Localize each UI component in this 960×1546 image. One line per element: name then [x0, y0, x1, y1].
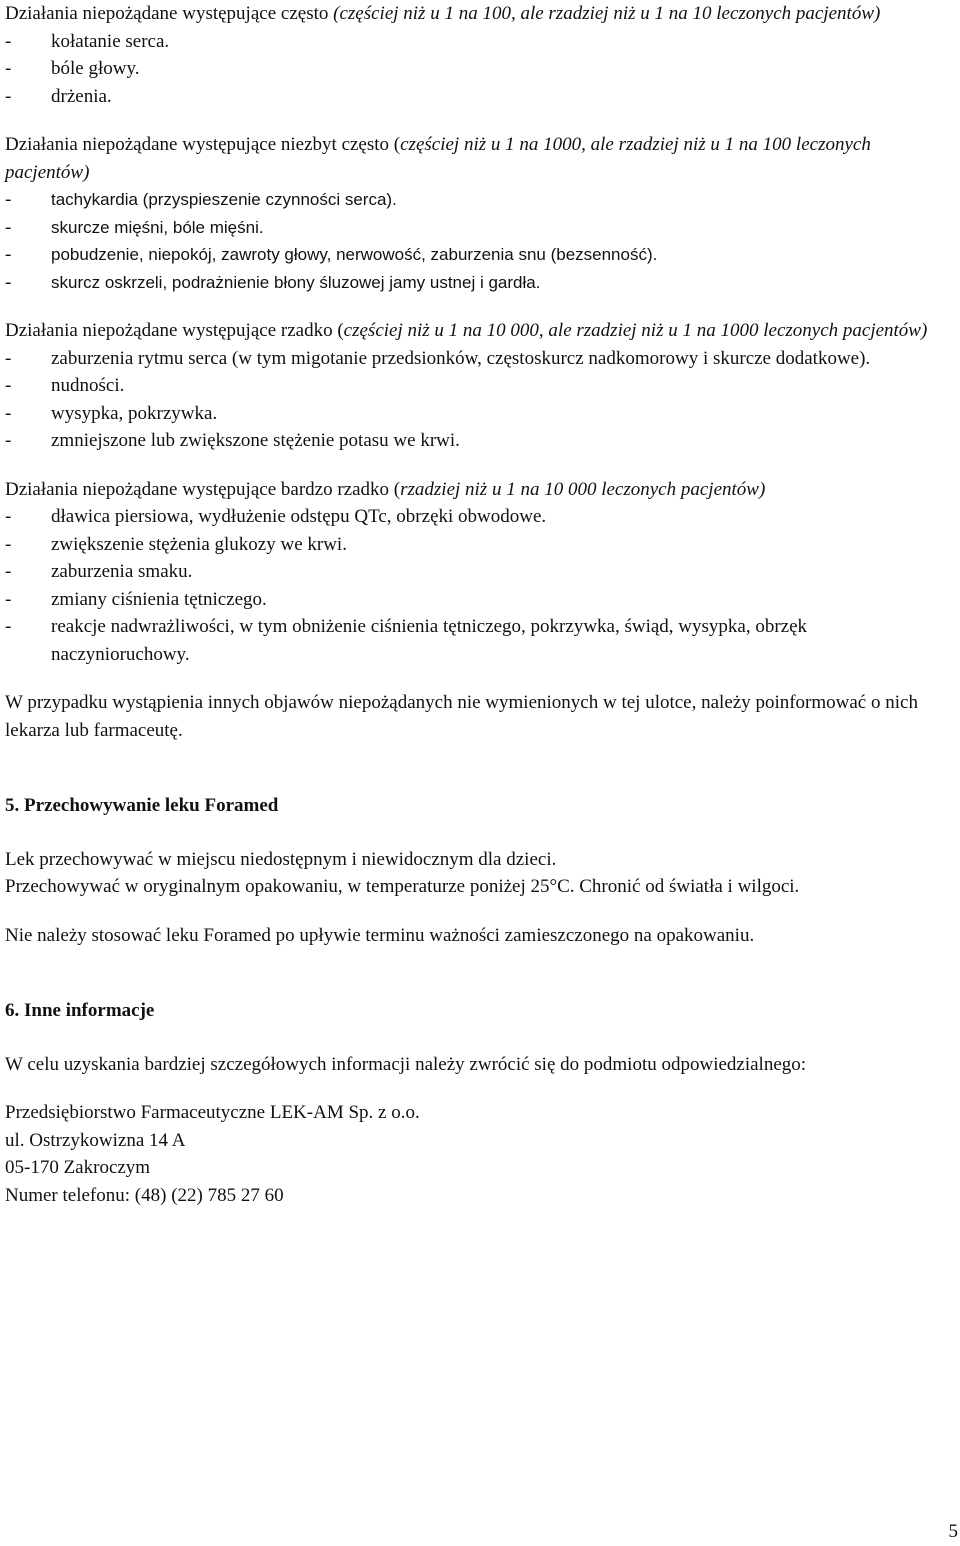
frequency-block-very-rare [5, 476, 940, 669]
frequency-label: Działania niepożądane występujące często [5, 3, 334, 24]
list-item-text: dławica piersiowa, wydłużenie odstępu QTc, obrzęki obwodowe. [51, 506, 547, 527]
list-item [5, 345, 940, 373]
list-item [5, 186, 940, 214]
dash-bullet: - [5, 533, 12, 555]
list-item-text: skurcz oskrzeli, podrażnienie błony śluzowej jamy ustnej i gardła. [51, 272, 541, 292]
report-note: W przypadku wystąpienia innych objawów niepożądanych nie wymienionych w tej ulotce, należy poinformować o nich lekarza lub farmaceutę. [5, 692, 918, 741]
storage-paragraph: Nie należy stosować leku Foramed po upływie terminu ważności zamieszczonego na opakowaniu. [5, 924, 755, 946]
company-address [5, 1099, 940, 1209]
section-spacer [5, 949, 940, 997]
frequency-block-common [5, 0, 940, 110]
frequency-range: częściej niż u 1 na 1000, ale rzadziej niż u 1 na 100 leczonych pacjentów) [5, 134, 871, 183]
side-effect-list [5, 28, 940, 111]
list-item [5, 613, 940, 668]
list-item-text: zmiany ciśnienia tętniczego. [51, 588, 267, 610]
list-item [5, 241, 940, 269]
section-6-heading: 6. Inne informacje [5, 1000, 155, 1021]
side-effect-list [5, 345, 940, 455]
list-item [5, 269, 940, 297]
frequency-block-rare [5, 317, 940, 455]
address-line: 05-170 Zakroczym [5, 1157, 151, 1178]
dash-bullet: - [5, 216, 12, 238]
list-item-text: zaburzenia smaku. [51, 561, 193, 582]
frequency-label: Działania niepożądane występujące rzadko ( [5, 320, 344, 341]
dash-bullet: - [5, 189, 12, 210]
heading-spacer [5, 1025, 940, 1051]
leaflet-page [5, 0, 940, 1209]
frequency-heading [5, 476, 940, 504]
address-line: ul. Ostrzykowizna 14 A [5, 1129, 186, 1151]
section-5-heading: 5. Przechowywanie leku Foramed [5, 795, 279, 816]
dash-bullet: - [5, 402, 12, 424]
side-effect-list [5, 503, 940, 668]
list-item-text: drżenia. [51, 85, 112, 107]
page-number: 5 [948, 1521, 958, 1542]
phone-line: Numer telefonu: (48) (22) 785 27 60 [5, 1184, 284, 1206]
list-item-text: kołatanie serca. [51, 30, 170, 52]
list-item [5, 83, 940, 111]
list-item [5, 55, 940, 83]
list-item-text: zwiększenie stężenia glukozy we krwi. [51, 533, 347, 555]
frequency-range: (częściej niż u 1 na 100, ale rzadziej niż u 1 na 10 leczonych pacjentów) [333, 3, 881, 24]
list-item-text: bóle głowy. [51, 58, 140, 79]
dash-bullet: - [5, 244, 12, 265]
dash-bullet: - [5, 588, 12, 610]
list-item [5, 586, 940, 614]
list-item-text: skurcze mięśni, bóle mięśni. [51, 217, 264, 237]
list-item [5, 427, 940, 455]
frequency-range: rzadziej niż u 1 na 10 000 leczonych pacjentów) [400, 478, 766, 500]
heading-spacer [5, 820, 940, 846]
frequency-heading [5, 131, 940, 186]
dash-bullet: - [5, 616, 12, 637]
list-item [5, 214, 940, 242]
dash-bullet: - [5, 375, 12, 396]
dash-bullet: - [5, 58, 12, 79]
list-item-text: nudności. [51, 375, 125, 396]
list-item [5, 558, 940, 586]
frequency-label: Działania niepożądane występujące bardzo rzadko ( [5, 478, 401, 500]
info-paragraph: W celu uzyskania bardziej szczegółowych informacji należy zwrócić się do podmiotu odpowiedzialnego: [5, 1053, 807, 1075]
list-item-text: zmniejszone lub zwiększone stężenie potasu we krwi. [51, 430, 460, 451]
address-line: Przedsiębiorstwo Farmaceutyczne LEK-AM Sp. z o.o. [5, 1102, 420, 1123]
storage-paragraph: Przechowywać w oryginalnym opakowaniu, w temperaturze poniżej 25°C. Chronić od światła i wilgoci. [5, 876, 800, 897]
dash-bullet: - [5, 347, 12, 369]
dash-bullet: - [5, 271, 12, 293]
list-item [5, 28, 940, 56]
side-effect-list [5, 186, 940, 296]
dash-bullet: - [5, 430, 12, 451]
frequency-heading [5, 0, 940, 28]
list-item-text: reakcje nadwrażliwości, w tym obniżenie ciśnienia tętniczego, pokrzywka, świąd, wysypka, obrzęk naczynioruchowy. [51, 616, 808, 665]
dash-bullet: - [5, 85, 12, 107]
dash-bullet: - [5, 30, 12, 52]
list-item [5, 503, 940, 531]
frequency-range: częściej niż u 1 na 10 000, ale rzadziej niż u 1 na 1000 leczonych pacjentów) [343, 320, 928, 341]
dash-bullet: - [5, 561, 12, 582]
list-item [5, 372, 940, 400]
list-item [5, 400, 940, 428]
frequency-heading [5, 317, 940, 345]
list-item-text: zaburzenia rytmu serca (w tym migotanie przedsionków, częstoskurcz nadkomorowy i skurcze dodatkowe). [51, 347, 871, 369]
frequency-label: Działania niepożądane występujące niezbyt często ( [5, 134, 401, 155]
list-item-text: wysypka, pokrzywka. [51, 402, 218, 424]
list-item-text: pobudzenie, niepokój, zawroty głowy, nerwowość, zaburzenia snu (bezsenność). [51, 245, 658, 264]
section-spacer [5, 744, 940, 792]
list-item-text: tachykardia (przyspieszenie czynności serca). [51, 190, 397, 209]
dash-bullet: - [5, 506, 12, 527]
storage-paragraph: Lek przechowywać w miejscu niedostępnym i niewidocznym dla dzieci. [5, 848, 557, 870]
list-item [5, 531, 940, 559]
frequency-block-uncommon [5, 131, 940, 296]
